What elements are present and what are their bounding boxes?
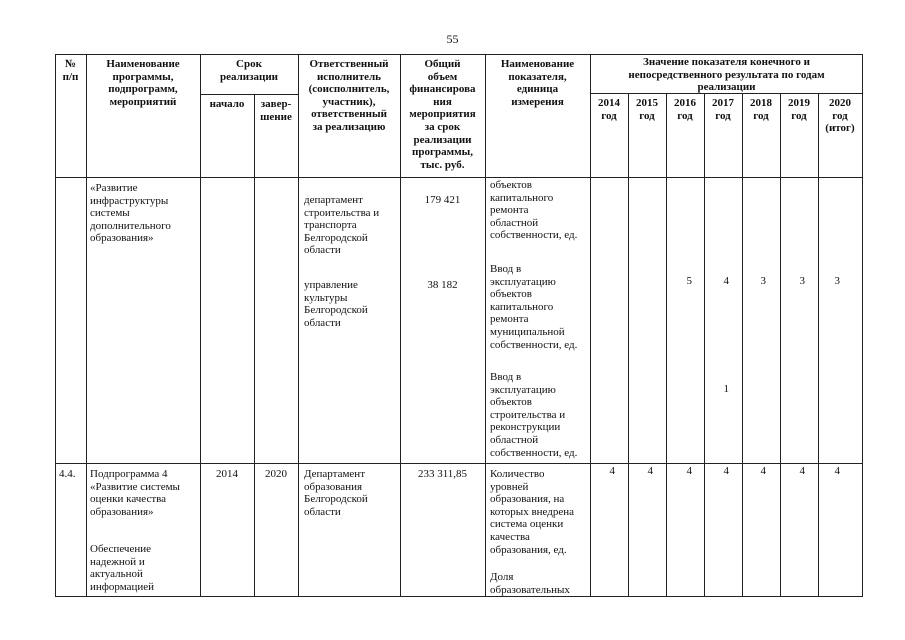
- year-2015: 2015 год: [636, 97, 658, 122]
- row2-number: 4.4.: [59, 468, 76, 480]
- row1-ind3-value-2017: 1: [723, 383, 729, 395]
- row1-responsible-2: управление культуры Белгородской области: [304, 279, 368, 329]
- row1-indicator-1: объектов капитального ремонта областной собственности, ед.: [490, 179, 578, 242]
- year-2016: 2016 год: [674, 97, 696, 122]
- header-num: № п/п: [62, 58, 79, 83]
- col-line-2: [200, 54, 201, 597]
- header-end: завер- шение: [260, 98, 292, 123]
- page-number: 55: [446, 32, 459, 46]
- header-indicator: Наименование показателя, единица измерения: [500, 58, 575, 108]
- header-term: Срок реализации: [219, 58, 279, 83]
- table-left-border: [55, 54, 56, 597]
- col-line-4: [298, 54, 299, 597]
- col-line-1: [86, 54, 87, 597]
- row2-start: 2014: [216, 468, 238, 480]
- term-subheader-line: [200, 94, 298, 95]
- row1-ind2-value-2017: 4: [723, 275, 729, 287]
- row2-end: 2020: [265, 468, 287, 480]
- year-2017: 2017 год: [712, 97, 734, 122]
- year-2019: 2019 год: [788, 97, 810, 122]
- col-line-7: [590, 54, 591, 597]
- header-name: Наименование программы, подпрограмм, мероприятий: [106, 58, 180, 108]
- row1-financing-2: 38 182: [427, 279, 458, 291]
- year-2018: 2018 год: [750, 97, 772, 122]
- row1-ind2-value-2018: 3: [760, 275, 766, 287]
- row2-responsible: Департамент образования Белгородской области: [304, 468, 368, 518]
- year-line-6: [818, 93, 819, 597]
- year-line-1: [628, 93, 629, 597]
- row1-ind2-value-2020: 3: [834, 275, 840, 287]
- header-responsible: Ответственный исполнитель (соисполнитель, участник), ответственный за реализацию: [308, 58, 390, 133]
- col-line-6: [485, 54, 486, 597]
- row1-financing-1: 179 421: [424, 194, 461, 206]
- row2-value-2019: 4: [799, 465, 805, 477]
- row2-value-2018: 4: [760, 465, 766, 477]
- row1-ind2-value-2016: 5: [686, 275, 692, 287]
- row2-financing: 233 311,85: [417, 468, 468, 480]
- header-start: начало: [209, 98, 245, 110]
- row2-value-2016: 4: [686, 465, 692, 477]
- row2-value-2014: 4: [609, 465, 615, 477]
- year-line-3: [704, 93, 705, 597]
- year-2014: 2014 год: [598, 97, 620, 122]
- row2-indicator-1: Количество уровней образования, на которых внедрена система оценки качества образования, ед.: [490, 468, 575, 556]
- row2-name-2: Обеспечение надежной и актуальной информацией: [90, 543, 155, 593]
- row2-value-2017: 4: [723, 465, 729, 477]
- row2-value-2015: 4: [647, 465, 653, 477]
- table-top-border: [55, 54, 863, 55]
- year-line-2: [666, 93, 667, 597]
- row2-value-2020: 4: [834, 465, 840, 477]
- year-line-4: [742, 93, 743, 597]
- row1-name: «Развитие инфраструктуры системы дополнительного образования»: [90, 182, 171, 245]
- row1-responsible-1: департамент строительства и транспорта Белгородской области: [304, 194, 380, 257]
- row2-indicator-2: Доля образовательных: [490, 571, 570, 596]
- year-2020: 2020 год (итог): [825, 97, 855, 135]
- row1-ind2-value-2019: 3: [799, 275, 805, 287]
- row1-indicator-2: Ввод в эксплуатацию объектов капитального ремонта муниципальной собственности, ед.: [490, 263, 578, 351]
- table-right-border: [862, 54, 863, 597]
- year-line-5: [780, 93, 781, 597]
- header-values: Значение показателя конечного и непосредственного результата по годам реализации: [628, 56, 825, 94]
- header-financing: Общий объем финансирова ния мероприятия за срок реализации программы, тыс. руб.: [409, 58, 476, 171]
- col-line-3: [254, 94, 255, 597]
- row1-indicator-3: Ввод в эксплуатацию объектов строительства и реконструкции областной собственности, ед.: [490, 371, 578, 459]
- row2-name: Подпрограмма 4 «Развитие системы оценки качества образования»: [90, 468, 180, 518]
